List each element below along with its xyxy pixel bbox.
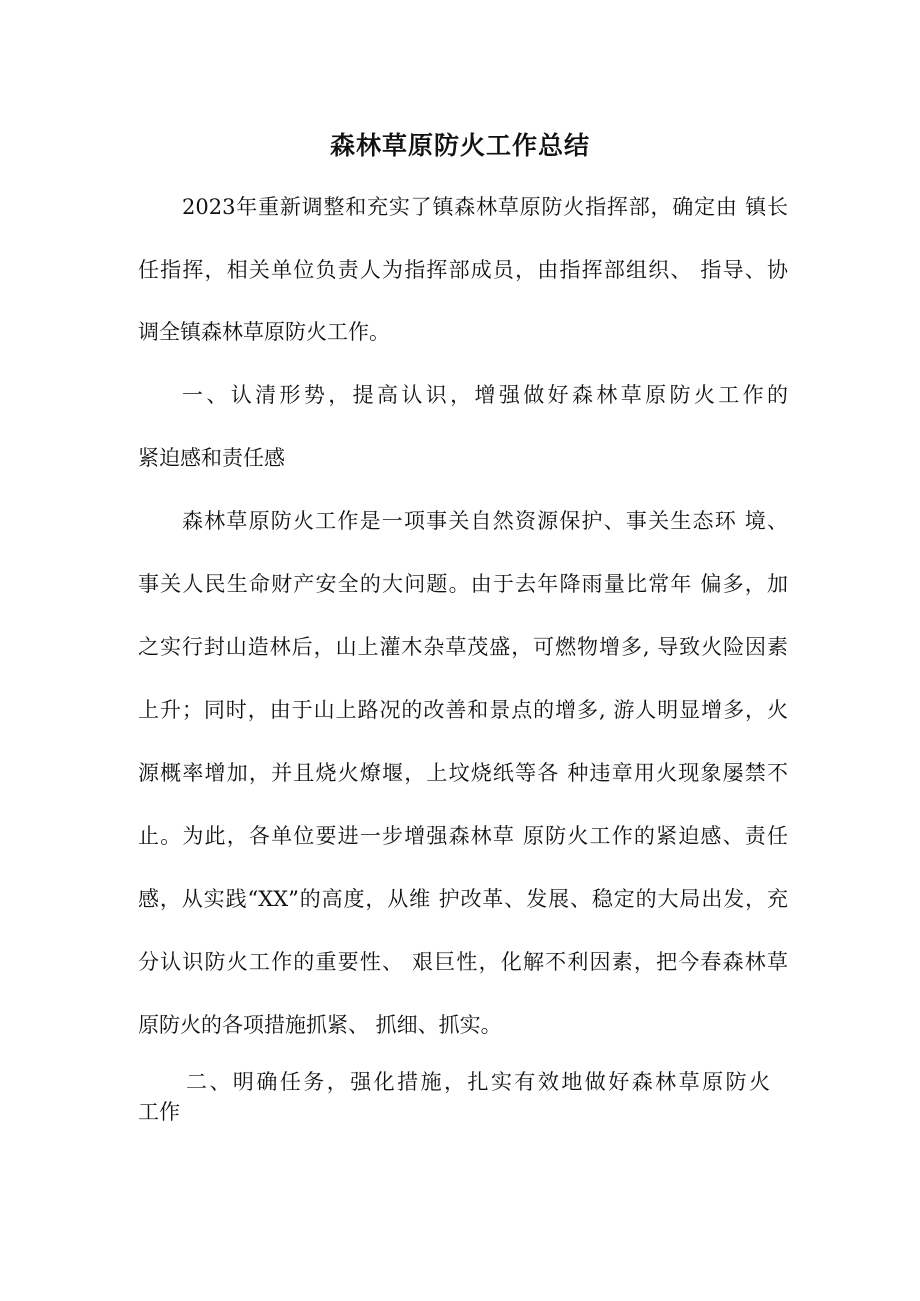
paragraph-line: 调全镇森林草原防火工作。: [138, 320, 390, 344]
paragraph-line: 源概率增加，并且烧火燎堰，上坟烧纸等各 种违章用火现象屡禁不: [138, 761, 788, 785]
paragraph-line: 上升；同时，由于山上路况的改善和景点的增多, 游人明显增多，火: [138, 698, 788, 722]
section-heading-line: 二、明确任务，强化措施，扎实有效地做好森林草原防火: [186, 1070, 770, 1094]
section-heading-line: 紧迫感和责任感: [138, 446, 285, 470]
paragraph-line: 事关人民生命财产安全的大问题。由于去年降雨量比常年 偏多，加: [138, 572, 788, 596]
paragraph-line: 分认识防火工作的重要性、 艰巨性，化解不利因素，把今春森林草: [138, 950, 788, 974]
paragraph-line: 原防火的各项措施抓紧、 抓细、抓实。: [138, 1013, 502, 1037]
paragraph-line: 2023年重新调整和充实了镇森林草原防火指挥部，确定由 镇长: [182, 195, 788, 219]
section-heading-line: 工作: [138, 1100, 180, 1124]
paragraph-line: 森林草原防火工作是一项事关自然资源保护、事关生态环 境、: [182, 509, 788, 533]
paragraph-line: 之实行封山造林后，山上灌木杂草茂盛，可燃物增多, 导致火险因素: [138, 635, 788, 659]
section-heading-line: 一、认清形势，提高认识，增强做好森林草原防火工作的: [182, 383, 788, 407]
paragraph-line: 任指挥，相关单位负责人为指挥部成员，由指挥部组织、 指导、协: [138, 258, 788, 282]
paragraph-line: 感，从实践“XX”的高度，从维 护改革、发展、稳定的大局出发，充: [138, 887, 788, 911]
paragraph-line: 止。为此，各单位要进一步增强森林草 原防火工作的紧迫感、责任: [138, 824, 788, 848]
document-title: 森林草原防火工作总结: [329, 131, 590, 160]
